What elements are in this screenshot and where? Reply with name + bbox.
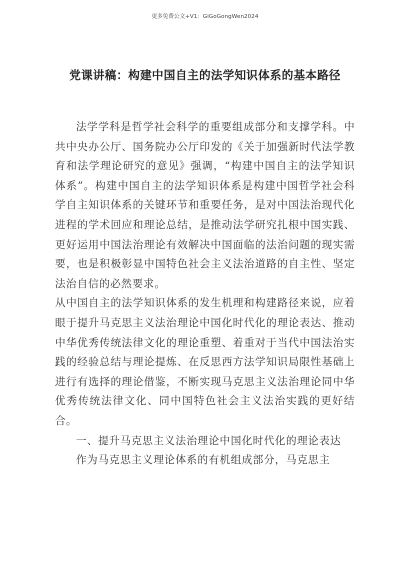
- paragraph: 从中国自主的法学知识体系的发生机理和构建路径来说，应着眼于提升马克思主义法治理论中国化时代化的理论表达、推动中华优秀传统法律文化的理论重塑、着重对于当代中国法治实践的经验总结与理论提炼、在反思西方法学知识局限性基础上进行有选择的理论借鉴，不断实现马克思主义法治理论同中华优秀传统法律文化、同中国特色社会主义法治实践的更好结合。: [55, 297, 355, 427]
- paragraph: 法学学科是哲学社会科学的重要组成部分和支撑学科。中共中央办公厅、国务院办公厅印发的《关于加强新时代法学教育和法学理论研究的意见》强调，“构建中国自主的法学知识体系”。构建中国自主的法学知识体系是构建中国哲学社会科学自主知识体系的关键环节和重要任务，是对中国法治现代化进程的学术回应和理论总结，是推动法学研究扎根中国实践、更好运用中国法治理论有效解决中国面临的法治问题的现实需要，也是积极彰显中国特色社会主义法治道路的自主性、坚定法治自信的必然要求。: [55, 121, 355, 290]
- document-body: [55, 118, 355, 471]
- paragraph: 作为马克思主义理论体系的有机组成部分，马克思主: [76, 454, 331, 467]
- document-title: 党课讲稿：构建中国自主的法学知识体系的基本路径: [69, 68, 341, 82]
- section-heading: 一、提升马克思主义法治理论中国化时代化的理论表达: [76, 434, 342, 447]
- header-note: 更多免费公文+V1：GiGoGongWen2024: [151, 14, 259, 20]
